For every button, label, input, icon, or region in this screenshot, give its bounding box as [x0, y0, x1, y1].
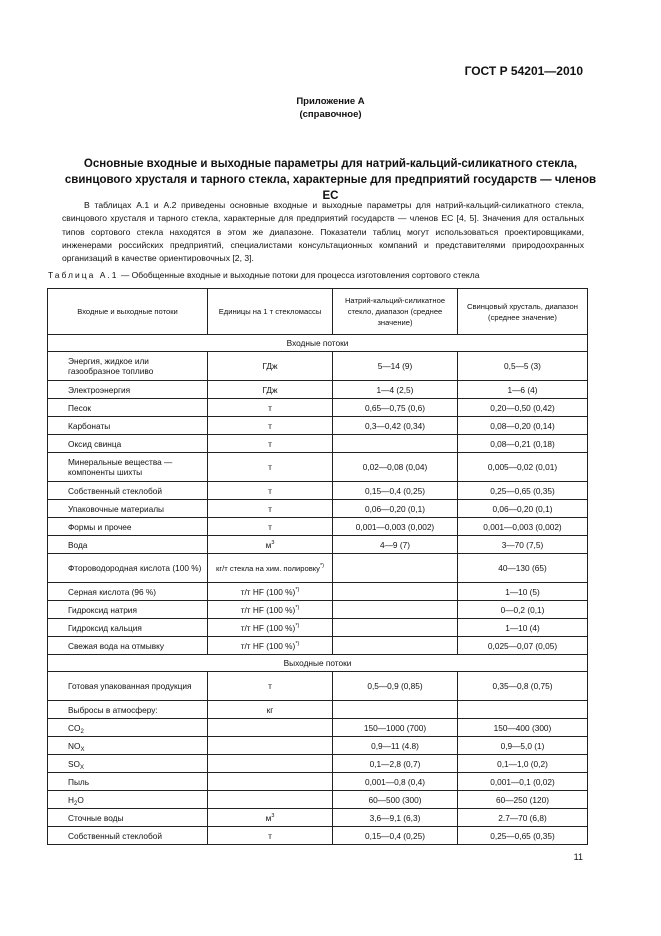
unit-value: т	[268, 681, 272, 691]
flow-name: CO	[68, 722, 81, 733]
table-row	[48, 619, 588, 637]
table-row	[48, 701, 588, 719]
table-row	[48, 583, 588, 601]
table-row	[48, 536, 588, 554]
soda-lime-value: 0,3—0,42 (0,34)	[333, 417, 458, 435]
lead-crystal-value: 0,20—0,50 (0,42)	[458, 399, 588, 417]
table-row	[48, 435, 588, 453]
table-body	[48, 335, 588, 845]
header-units: Единицы на 1 т стекломассы	[208, 289, 333, 335]
section-output-flows: Выходные потоки	[48, 655, 588, 672]
table-row	[48, 773, 588, 791]
lead-crystal-value: 3—70 (7,5)	[458, 536, 588, 554]
flow-name-subscript: X	[80, 746, 85, 753]
unit-cell	[208, 435, 333, 453]
flow-name: Фтороводородная кислота (100 %)	[68, 563, 202, 573]
unit-cell	[208, 672, 333, 701]
header-lead-crystal: Свинцовый хрусталь, диапазон (среднее значение)	[458, 289, 588, 335]
unit-cell	[208, 755, 333, 773]
flow-name-subscript: 2	[80, 728, 84, 735]
soda-lime-value: 0,15—0,4 (0,25)	[333, 482, 458, 500]
flow-name-cell	[48, 755, 208, 773]
main-title-line: свинцового хрусталя и тарного стекла, характерные для предприятий государств — членов ЕС	[64, 174, 597, 202]
flow-name: Собственный стеклобой	[68, 485, 162, 496]
section-row	[48, 655, 588, 672]
unit-value: т	[268, 462, 272, 472]
flow-name-cell	[48, 827, 208, 845]
flow-name: Выбросы в атмосферу:	[68, 704, 158, 715]
flow-name-cell	[48, 637, 208, 655]
unit-value: м	[265, 539, 272, 550]
flow-name-cell	[48, 554, 208, 583]
table-row	[48, 827, 588, 845]
flow-name: Оксид свинца	[68, 438, 122, 449]
soda-lime-value: 60—500 (300)	[333, 791, 458, 809]
flow-name-cell	[48, 809, 208, 827]
soda-lime-value: 0,1—2,8 (0,7)	[333, 755, 458, 773]
table-header-row	[48, 289, 588, 335]
lead-crystal-value: 0,9—5,0 (1)	[458, 737, 588, 755]
table-row	[48, 755, 588, 773]
flow-name: Упаковочные материалы	[68, 503, 165, 514]
flow-name-cell	[48, 672, 208, 701]
lead-crystal-value: 0,25—0,65 (0,35)	[458, 482, 588, 500]
table-row	[48, 809, 588, 827]
table-caption-label: Таблица А.1	[48, 270, 119, 280]
soda-lime-value	[333, 601, 458, 619]
flow-name-cell	[48, 791, 208, 809]
unit-value: т/т HF (100 %)	[240, 604, 296, 615]
flow-name-subscript: X	[80, 764, 85, 771]
unit-value: т	[268, 438, 272, 449]
table-row	[48, 601, 588, 619]
table-row	[48, 672, 588, 701]
unit-cell	[208, 352, 333, 381]
unit-cell	[208, 399, 333, 417]
unit-cell	[208, 637, 333, 655]
lead-crystal-value: 60—250 (120)	[458, 791, 588, 809]
lead-crystal-value: 0,5—5 (3)	[458, 352, 588, 381]
flow-name: Собственный стеклобой	[68, 830, 162, 841]
soda-lime-value: 0,001—0,8 (0,4)	[333, 773, 458, 791]
unit-superscript: *)	[319, 562, 324, 569]
unit-cell	[208, 482, 333, 500]
flow-name-tail: O	[77, 794, 84, 805]
lead-crystal-value: 0,001—0,003 (0,002)	[458, 518, 588, 536]
soda-lime-value: 150—1000 (700)	[333, 719, 458, 737]
table-row	[48, 518, 588, 536]
table-row	[48, 719, 588, 737]
unit-value: ГДж	[262, 361, 278, 371]
document-code: ГОСТ Р 54201—2010	[464, 64, 583, 78]
unit-cell	[208, 536, 333, 554]
flow-name-cell	[48, 381, 208, 399]
flow-name-cell	[48, 518, 208, 536]
table-row	[48, 453, 588, 482]
soda-lime-value	[333, 701, 458, 719]
flow-name-cell	[48, 773, 208, 791]
intro-paragraph	[62, 199, 584, 265]
table-row	[48, 417, 588, 435]
intro-text: В таблицах А.1 и А.2 приведены основные входные и выходные параметры для натрий-кальций-силикатного стекла, свинцового хрусталя и тарного стекла, характерные для предприятий государств — членов ЕС [4, 5]. Значения для остальных типов сортового стекла находятся в этом же диапазоне. Показатели таблиц могут использоваться проектировщиками, инженерами российских предприятий, специалистами консультационных компаний и представителями природоохранных организаций в качестве ориентировочных [2, 3].	[62, 200, 584, 264]
soda-lime-value	[333, 619, 458, 637]
flow-name-cell	[48, 719, 208, 737]
flow-name: Песок	[68, 402, 92, 413]
flow-name: Формы и прочее	[68, 521, 132, 532]
table-row	[48, 791, 588, 809]
flow-name-cell	[48, 352, 208, 381]
table-caption	[48, 270, 479, 280]
appendix-heading	[0, 95, 661, 121]
flow-name-cell	[48, 737, 208, 755]
unit-value: т	[268, 402, 272, 413]
unit-cell	[208, 809, 333, 827]
unit-superscript: *)	[295, 622, 300, 629]
soda-lime-value	[333, 583, 458, 601]
unit-cell	[208, 583, 333, 601]
soda-lime-value: 0,02—0,08 (0,04)	[333, 453, 458, 482]
unit-value: м	[265, 812, 272, 823]
flow-name-cell	[48, 453, 208, 482]
unit-cell	[208, 554, 333, 583]
flow-name: Вода	[68, 539, 88, 550]
unit-value: кг/т стекла на хим. полировку	[216, 563, 320, 573]
flow-name: Электроэнергия	[68, 384, 131, 395]
flow-name-cell	[48, 583, 208, 601]
flow-name: NO	[68, 740, 81, 751]
soda-lime-value: 0,5—0,9 (0,85)	[333, 672, 458, 701]
unit-cell	[208, 791, 333, 809]
flow-name-cell	[48, 536, 208, 554]
lead-crystal-value: 0,25—0,65 (0,35)	[458, 827, 588, 845]
table-row	[48, 737, 588, 755]
table-row	[48, 500, 588, 518]
section-input-flows: Входные потоки	[48, 335, 588, 352]
lead-crystal-value: 0,005—0,02 (0,01)	[458, 453, 588, 482]
flow-name: Минеральные вещества — компоненты шихты	[68, 457, 173, 477]
lead-crystal-value	[458, 701, 588, 719]
lead-crystal-value: 1—10 (5)	[458, 583, 588, 601]
unit-superscript: 3	[271, 539, 275, 546]
soda-lime-value	[333, 435, 458, 453]
unit-superscript: *)	[295, 586, 300, 593]
header-soda-lime: Натрий-кальций-силикатное стекло, диапазон (среднее значение)	[333, 289, 458, 335]
unit-cell	[208, 737, 333, 755]
soda-lime-value: 0,65—0,75 (0,6)	[333, 399, 458, 417]
soda-lime-value: 0,001—0,003 (0,002)	[333, 518, 458, 536]
flow-name-cell	[48, 399, 208, 417]
soda-lime-value	[333, 637, 458, 655]
lead-crystal-value: 0,35—0,8 (0,75)	[458, 672, 588, 701]
flow-name: Готовая упакованная продукция	[68, 681, 192, 691]
unit-cell	[208, 601, 333, 619]
flow-name-cell	[48, 500, 208, 518]
table-row	[48, 399, 588, 417]
flow-name-cell	[48, 417, 208, 435]
unit-cell	[208, 453, 333, 482]
unit-value: кг	[266, 704, 274, 715]
unit-value: т	[268, 521, 272, 532]
lead-crystal-value: 40—130 (65)	[458, 554, 588, 583]
flow-name: H	[68, 794, 74, 805]
lead-crystal-value: 0,001—0,1 (0,02)	[458, 773, 588, 791]
lead-crystal-value: 0,08—0,21 (0,18)	[458, 435, 588, 453]
soda-lime-value: 0,9—11 (4.8)	[333, 737, 458, 755]
flow-name-subscript: 2	[74, 800, 78, 807]
flows-table	[47, 288, 588, 845]
unit-cell	[208, 719, 333, 737]
flow-name-cell	[48, 601, 208, 619]
main-title	[60, 156, 601, 204]
unit-cell	[208, 619, 333, 637]
flow-name-cell	[48, 619, 208, 637]
soda-lime-value: 5—14 (9)	[333, 352, 458, 381]
table-caption-text: — Обобщенные входные и выходные потоки для процесса изготовления сортового стекла	[118, 270, 480, 280]
unit-value: т/т HF (100 %)	[240, 640, 296, 651]
soda-lime-value: 3,6—9,1 (6,3)	[333, 809, 458, 827]
unit-value: т	[268, 503, 272, 514]
page-number: 11	[573, 852, 583, 862]
unit-superscript: *)	[295, 640, 300, 647]
unit-value: т/т HF (100 %)	[240, 622, 296, 633]
lead-crystal-value: 0,08—0,20 (0,14)	[458, 417, 588, 435]
unit-value: т/т HF (100 %)	[240, 586, 296, 597]
lead-crystal-value: 0,025—0,07 (0,05)	[458, 637, 588, 655]
unit-cell	[208, 417, 333, 435]
section-row	[48, 335, 588, 352]
main-title-line: Основные входные и выходные параметры для натрий-кальций-силикатного стекла,	[83, 158, 578, 170]
appendix-subtitle: (справочное)	[299, 109, 362, 120]
table-row	[48, 381, 588, 399]
unit-value: ГДж	[262, 384, 278, 395]
soda-lime-value: 4—9 (7)	[333, 536, 458, 554]
table-row	[48, 352, 588, 381]
soda-lime-value: 0,15—0,4 (0,25)	[333, 827, 458, 845]
unit-superscript: *)	[295, 604, 300, 611]
unit-superscript: 3	[271, 812, 275, 819]
table-row	[48, 554, 588, 583]
appendix-title: Приложение А	[296, 96, 365, 107]
flow-name-cell	[48, 482, 208, 500]
unit-cell	[208, 381, 333, 399]
unit-value: т	[268, 830, 272, 841]
flow-name: Карбонаты	[68, 420, 111, 431]
table-row	[48, 482, 588, 500]
soda-lime-value	[333, 554, 458, 583]
lead-crystal-value: 2.7—70 (6,8)	[458, 809, 588, 827]
lead-crystal-value: 1—6 (4)	[458, 381, 588, 399]
lead-crystal-value: 0—0,2 (0,1)	[458, 601, 588, 619]
unit-value: т	[268, 485, 272, 496]
soda-lime-value: 1—4 (2,5)	[333, 381, 458, 399]
unit-cell	[208, 701, 333, 719]
flow-name: Гидроксид кальция	[68, 622, 142, 633]
lead-crystal-value: 1—10 (4)	[458, 619, 588, 637]
unit-cell	[208, 518, 333, 536]
flow-name: Гидроксид натрия	[68, 604, 137, 615]
unit-cell	[208, 500, 333, 518]
flow-name: Серная кислота (96 %)	[68, 586, 157, 597]
soda-lime-value: 0,06—0,20 (0,1)	[333, 500, 458, 518]
lead-crystal-value: 150—400 (300)	[458, 719, 588, 737]
flow-name-cell	[48, 701, 208, 719]
lead-crystal-value: 0,1—1,0 (0,2)	[458, 755, 588, 773]
table-row	[48, 637, 588, 655]
lead-crystal-value: 0,06—0,20 (0,1)	[458, 500, 588, 518]
unit-cell	[208, 827, 333, 845]
flow-name-cell	[48, 435, 208, 453]
unit-cell	[208, 773, 333, 791]
unit-value: т	[268, 420, 272, 431]
header-flows: Входные и выходные потоки	[48, 289, 208, 335]
flow-name: Пыль	[68, 776, 90, 787]
flow-name: Сточные воды	[68, 812, 124, 823]
flow-name: Свежая вода на отмывку	[68, 640, 164, 651]
flow-name: SO	[68, 758, 80, 769]
flow-name: Энергия, жидкое или газообразное топливо	[68, 356, 154, 376]
